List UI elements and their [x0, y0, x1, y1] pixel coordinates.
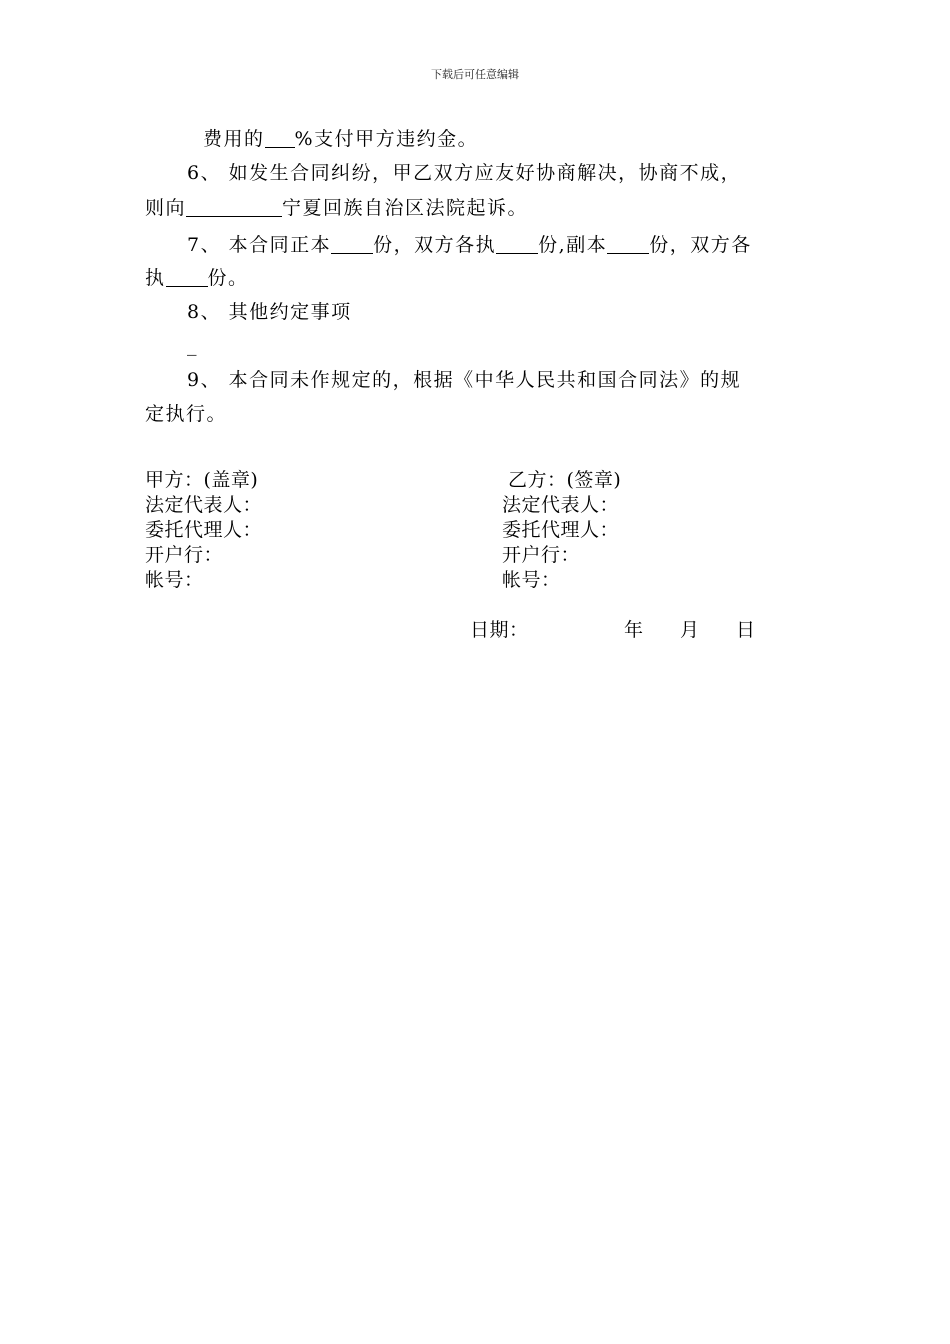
blank-each-count — [496, 235, 538, 254]
party-b-account: 帐号： — [502, 569, 561, 591]
text: 执 — [145, 267, 166, 289]
day-label: 日 — [736, 619, 756, 641]
date-label: 日期： — [470, 619, 529, 641]
clause-8-blank: _ — [187, 334, 198, 356]
clause-6-line-2 — [145, 193, 528, 220]
clause-6-line-1: 6、 如发生合同纠纷，甲乙双方应友好协商解决，协商不成， — [187, 162, 742, 184]
text: 宁夏回族自治区法院起诉。 — [282, 197, 529, 219]
clause-9-line-2: 定执行。 — [145, 403, 228, 425]
text: 则向 — [145, 197, 187, 219]
party-b-rep: 法定代表人： — [502, 494, 620, 516]
blank-court — [186, 198, 282, 217]
party-a-agent: 委托代理人： — [145, 519, 263, 541]
text: 份。 — [207, 267, 249, 289]
blank-percent — [265, 129, 295, 148]
party-a-account: 帐号： — [145, 569, 204, 591]
year-label: 年 — [624, 619, 644, 641]
clause-penalty-line — [203, 124, 478, 151]
text: 份，双方各执 — [373, 234, 497, 256]
text: %支付甲方违约金。 — [294, 128, 479, 150]
party-a-rep: 法定代表人： — [145, 494, 263, 516]
clause-7-line-1 — [187, 230, 752, 257]
party-a-bank: 开户行： — [145, 544, 224, 566]
text: 7、 本合同正本 — [187, 234, 332, 256]
text: 份，双方各 — [649, 234, 752, 256]
date-line — [470, 615, 756, 642]
blank-copy-count — [607, 235, 649, 254]
text: 费用的 — [203, 128, 265, 150]
clause-9-line-1: 9、 本合同未作规定的，根据《中华人民共和国合同法》的规 — [187, 369, 742, 391]
clause-7-line-2 — [145, 263, 249, 290]
page-header-note: 下载后可任意编辑 — [431, 68, 519, 81]
blank-original-count — [331, 235, 373, 254]
clause-8-line: 8、 其他约定事项 — [187, 301, 352, 323]
party-b-bank: 开户行： — [502, 544, 581, 566]
party-b-agent: 委托代理人： — [502, 519, 620, 541]
party-a-title: 甲方：(盖章) — [145, 469, 259, 491]
blank-each-copy-count — [166, 268, 208, 287]
month-label: 月 — [680, 619, 700, 641]
text: 份,副本 — [538, 234, 608, 256]
party-b-title: 乙方：(签章) — [508, 469, 622, 491]
